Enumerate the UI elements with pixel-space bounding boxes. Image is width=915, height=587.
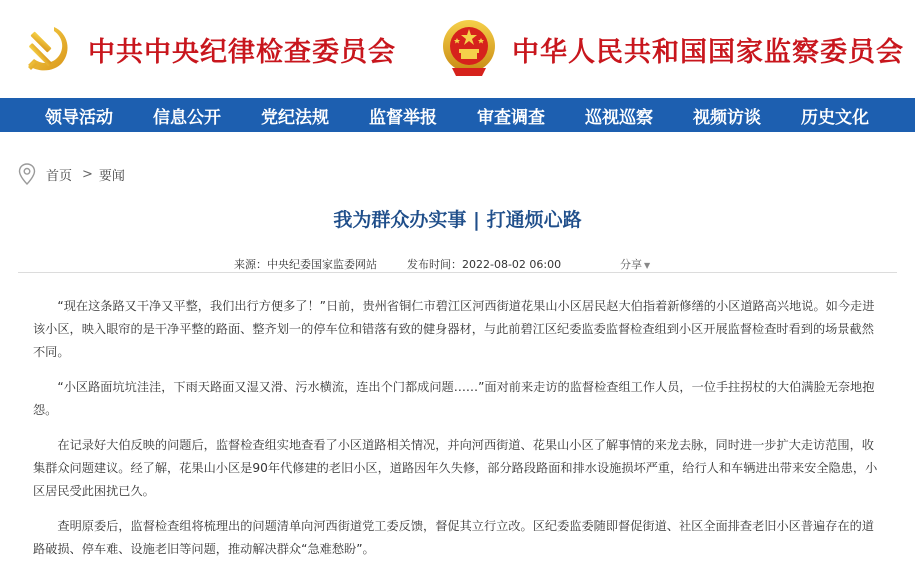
breadcrumb-current[interactable]: 要闻 — [98, 168, 125, 184]
breadcrumb — [18, 162, 125, 186]
nav-item-video[interactable]: 视频访谈 — [693, 107, 761, 128]
nav-item-history[interactable]: 历史文化 — [801, 107, 869, 128]
article-body — [33, 295, 886, 573]
cpc-ccdi-logo[interactable] — [18, 14, 396, 84]
party-emblem-icon — [18, 21, 74, 77]
share-label: 分享 — [620, 258, 642, 271]
nav-item-info-disclosure[interactable]: 信息公开 — [153, 107, 221, 128]
cpc-ccdi-title: 中共中央纪律检查委员会 — [88, 36, 396, 68]
nav-item-reporting[interactable]: 监督举报 — [369, 107, 437, 128]
article-paragraph: “小区路面坑坑洼洼，下雨天路面又湿又滑、污水横流，连出个门都成问题……”面对前来走访的监督检查组工作人员，一位手拄拐杖的大伯满脸无奈地抱怨。 — [33, 380, 875, 417]
nsc-logo[interactable] — [440, 14, 904, 84]
article-source: 来源：中央纪委国家监委网站 — [234, 258, 377, 271]
article-title: 我为群众办实事 | 打通烦心路 — [333, 209, 582, 231]
article-date: 发布时间：2022-08-02 06:00 — [407, 258, 562, 271]
article-paragraph: 查明原委后，监督检查组将梳理出的问题清单向河西街道党工委反馈，督促其立行立改。区纪委监委随即督促街道、社区全面排查老旧小区普遍存在的道路破损、停车难、设施老旧等问题，推动解决群众“急难愁盼”。 — [33, 519, 874, 556]
meta-divider — [18, 272, 897, 273]
site-header — [0, 0, 915, 98]
nav-item-inspection[interactable]: 巡视巡察 — [585, 107, 653, 128]
breadcrumb-home-link[interactable]: 首页 — [46, 168, 73, 184]
nav-item-regulations[interactable]: 党纪法规 — [261, 107, 329, 128]
breadcrumb-separator: > — [82, 166, 93, 182]
location-pin-icon — [18, 163, 36, 185]
nav-item-leadership[interactable]: 领导活动 — [45, 107, 113, 128]
article-meta — [0, 256, 915, 272]
article-paragraph: 在记录好大伯反映的问题后，监督检查组实地查看了小区道路相关情况，并向河西街道、花果山小区了解事情的来龙去脉，同时进一步扩大走访范围，收集群众问题建议。经了解，花果山小区是90年代修建的老旧小区，道路因年久失修，部分路段路面和排水设施损坏严重，给行人和车辆进出带来安全隐患，小区居民受此困扰已久。 — [33, 438, 878, 498]
nsc-title: 中华人民共和国国家监察委员会 — [512, 36, 904, 68]
chevron-down-icon: ▼ — [644, 261, 651, 270]
national-emblem-icon — [440, 18, 498, 80]
main-nav — [0, 98, 915, 132]
nav-item-investigation[interactable]: 审查调查 — [477, 107, 545, 128]
share-button[interactable] — [620, 256, 650, 272]
article-paragraph: “现在这条路又干净又平整，我们出行方便多了！”日前，贵州省铜仁市碧江区河西街道花果山小区居民赵大伯指着新修缮的小区道路高兴地说。如今走进该小区，映入眼帘的是干净平整的路面、整齐划一的停车位和错落有致的健身器材，与此前碧江区纪委监委监督检查组到小区开展监督检查时看到的场景截然不同。 — [33, 299, 875, 359]
